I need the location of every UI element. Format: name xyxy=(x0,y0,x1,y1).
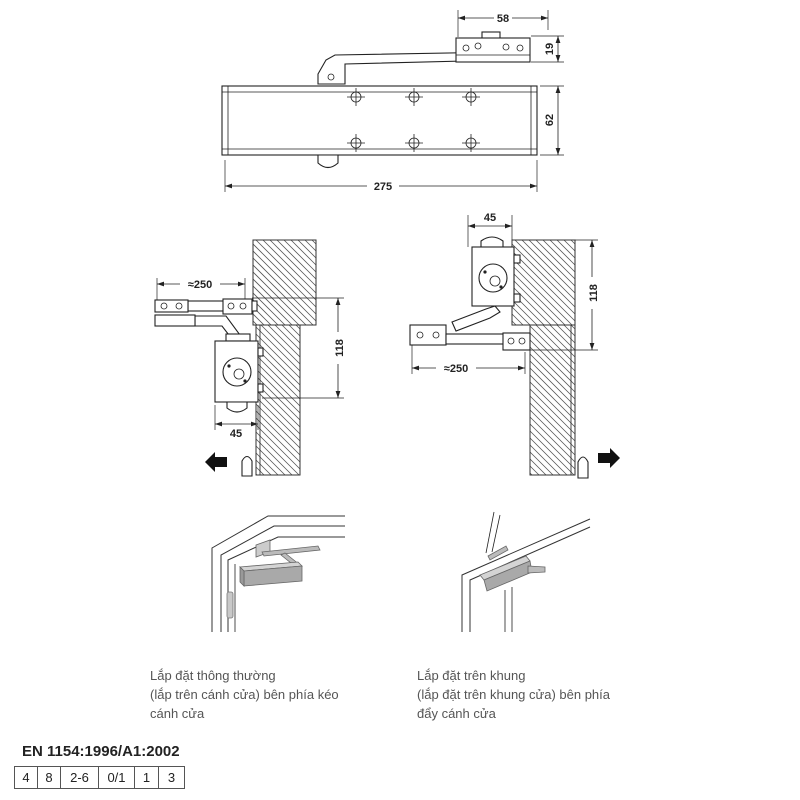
classification-cell: 3 xyxy=(159,767,185,789)
dimension-arrow xyxy=(556,86,561,93)
closer-foot xyxy=(227,402,247,412)
classification-cell: 0/1 xyxy=(99,767,135,789)
closer-end-face xyxy=(240,567,244,586)
spindle-dot xyxy=(483,270,486,273)
dimension-arrow xyxy=(336,298,341,305)
closer-spindle xyxy=(479,264,507,292)
top-view xyxy=(222,32,537,168)
arm-shoe xyxy=(223,299,252,314)
closer-pinion xyxy=(226,334,250,341)
closer-body xyxy=(222,86,537,155)
body-length-label: 275 xyxy=(373,181,393,193)
closer-fixing-tab xyxy=(514,294,520,302)
caption-line: cánh cửa xyxy=(150,706,205,721)
pull-body-depth-label: 45 xyxy=(229,428,243,440)
arm-rod-end xyxy=(410,325,446,345)
classification-cell: 8 xyxy=(38,767,61,789)
table-row xyxy=(15,767,185,789)
arm-shoe-tab xyxy=(252,301,257,311)
door-handle-icon xyxy=(227,592,233,618)
pull-side-view xyxy=(155,299,263,476)
dimension-arrow xyxy=(157,282,164,287)
dimension-arrow xyxy=(412,366,419,371)
spindle-dot xyxy=(227,364,230,367)
closer-arm xyxy=(262,546,320,556)
body-height-label: 62 xyxy=(544,113,556,127)
push-mount-height-label: 118 xyxy=(588,284,600,302)
dimension-arrow xyxy=(518,366,525,371)
dimension-arrow xyxy=(225,184,232,189)
caption-line: Lắp đặt trên khung xyxy=(417,668,526,683)
standard-title: EN 1154:1996/A1:2002 xyxy=(22,743,180,760)
arm-link-end xyxy=(155,315,195,326)
dimension-arrow xyxy=(556,55,561,62)
dimension-arrow xyxy=(530,184,537,189)
closer-foot xyxy=(481,237,503,247)
bracket-height-label: 19 xyxy=(544,42,556,56)
caption-line: (lắp đặt trên khung cửa) bên phía xyxy=(417,687,610,702)
section-fills xyxy=(253,240,575,475)
dimension-arrow xyxy=(505,224,512,229)
caption-push-side xyxy=(417,666,610,723)
closer-arm xyxy=(488,546,508,560)
dimension-arrow xyxy=(468,224,475,229)
hinge-icon xyxy=(578,457,588,478)
spindle-dot xyxy=(499,285,502,288)
dimension-arrow xyxy=(590,343,595,350)
closer-fixing-tab xyxy=(258,348,263,356)
closer-fixing-tab xyxy=(258,384,263,392)
arm-rod-end xyxy=(155,300,188,312)
closer-link xyxy=(528,566,545,573)
door-leaf-section xyxy=(530,325,575,475)
illustration-push-side xyxy=(462,512,590,632)
spindle-dot xyxy=(243,379,246,382)
dimension-arrow xyxy=(556,148,561,155)
arm-shoe-bracket xyxy=(456,38,530,62)
arm-link xyxy=(452,306,500,331)
dimension-arrow xyxy=(238,282,245,287)
hinge-icon xyxy=(242,457,252,477)
pull-mount-height-label: 118 xyxy=(334,339,346,357)
classification-cell: 2-6 xyxy=(61,767,99,789)
dimension-arrow xyxy=(556,36,561,43)
dimension-arrow xyxy=(336,391,341,398)
classification-cell: 4 xyxy=(15,767,38,789)
arm-rod xyxy=(188,301,224,311)
arm-shoe-post xyxy=(492,515,500,552)
arrow-right-icon xyxy=(598,448,620,468)
arm-shoe xyxy=(503,333,530,350)
arm-rod xyxy=(446,334,504,344)
standard-classification-table xyxy=(14,766,185,789)
dimension-arrow xyxy=(541,16,548,21)
pull-arm-length-label: ≈250 xyxy=(187,279,213,291)
push-arm-length-label: ≈250 xyxy=(443,363,469,375)
push-body-depth-label: 45 xyxy=(483,212,497,224)
caption-line: Lắp đặt thông thường xyxy=(150,668,276,683)
dimension-arrow xyxy=(590,240,595,247)
closer-spindle xyxy=(223,358,251,386)
bracket-width-label: 58 xyxy=(496,13,510,25)
illustration-pull-side xyxy=(212,516,345,632)
caption-pull-side xyxy=(150,666,339,723)
caption-line: (lắp trên cánh cửa) bên phía kéo xyxy=(150,687,339,702)
closer-foot xyxy=(318,155,338,168)
caption-line: đẩy cánh cửa xyxy=(417,706,496,721)
closer-fixing-tab xyxy=(514,255,520,263)
arrow-left-icon xyxy=(205,452,227,472)
dimension-arrow xyxy=(458,16,465,21)
dimension-arrow xyxy=(215,422,222,427)
classification-cell: 1 xyxy=(135,767,159,789)
